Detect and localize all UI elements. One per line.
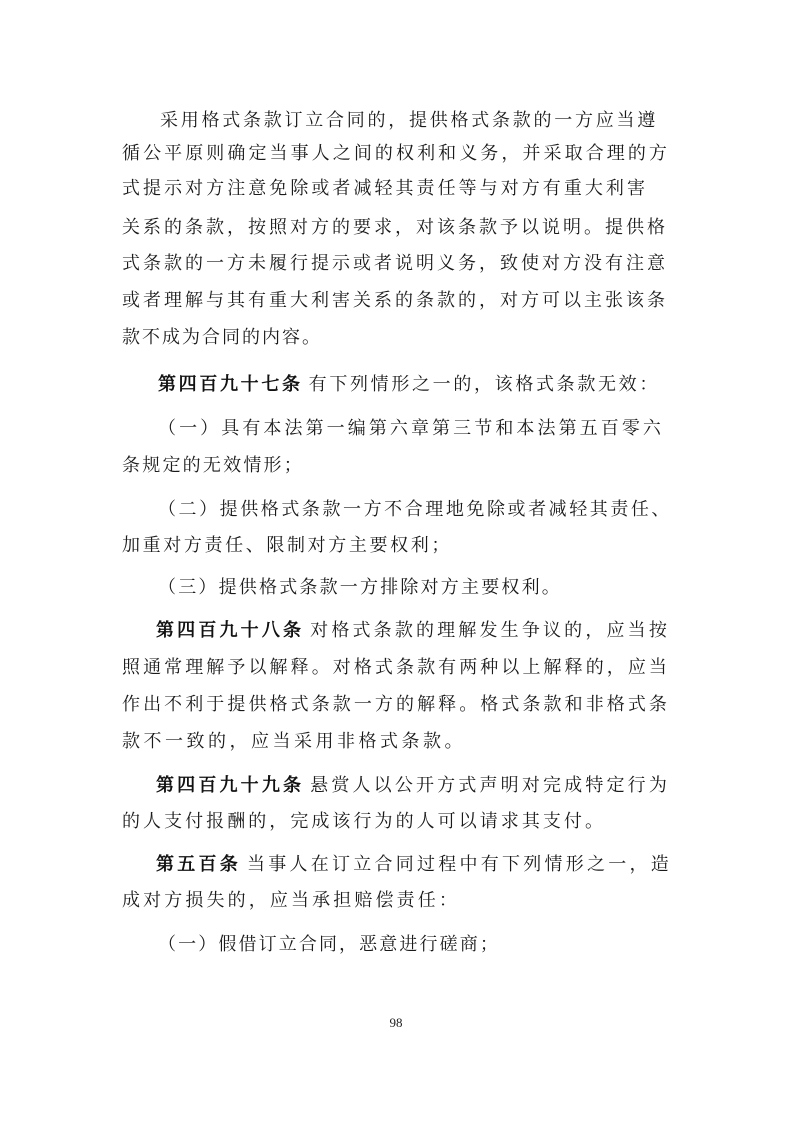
p1-line-5 bbox=[122, 249, 668, 279]
article-497-line-1 bbox=[158, 370, 660, 400]
p5-line-1 bbox=[158, 573, 562, 603]
p4-line-2 bbox=[122, 531, 452, 561]
article-497-heading: 第四百九十七条 bbox=[158, 374, 303, 395]
article-499-heading: 第四百九十九条 bbox=[156, 775, 305, 796]
p7-line-2 bbox=[122, 807, 606, 837]
p4-line-1 bbox=[158, 495, 672, 525]
line-text: 式提示对方注意免除或者减轻其责任等与对方有重大利害 bbox=[122, 178, 648, 199]
line-text: （三）提供格式条款一方排除对方主要权利。 bbox=[158, 577, 562, 598]
line-text: 的人支付报酬的，完成该行为的人可以请求其支付。 bbox=[122, 811, 606, 832]
line-text: 循公平原则确定当事人之间的权利和义务，并采取合理的方 bbox=[122, 143, 670, 164]
line-text: 款不成为合同的内容。 bbox=[122, 327, 322, 348]
p1-line-6 bbox=[122, 286, 668, 316]
article-500-heading: 第五百条 bbox=[156, 854, 241, 875]
line-text: 当事人在订立合同过程中有下列情形之一，造 bbox=[247, 854, 672, 875]
p8-line-2 bbox=[122, 886, 460, 916]
p6-line-3 bbox=[122, 690, 670, 720]
line-text: 作出不利于提供格式条款一方的解释。格式条款和非格式条 bbox=[122, 694, 670, 715]
line-text: 加重对方责任、限制对方主要权利； bbox=[122, 535, 452, 556]
p6-line-2 bbox=[122, 653, 670, 683]
line-text: 有下列情形之一的，该格式条款无效： bbox=[308, 374, 661, 395]
line-text: （一）具有本法第一编第六章第三节和本法第五百零六 bbox=[158, 418, 664, 439]
article-499-line-1 bbox=[156, 771, 670, 801]
line-text: 式条款的一方未履行提示或者说明义务，致使对方没有注意 bbox=[122, 253, 668, 274]
p6-line-4 bbox=[122, 727, 466, 757]
line-text: 条规定的无效情形； bbox=[122, 455, 304, 476]
line-text: （一）假借订立合同，恶意进行磋商； bbox=[158, 934, 500, 955]
article-498-heading: 第四百九十八条 bbox=[156, 620, 305, 641]
line-text: 采用格式条款订立合同的，提供格式条款的一方应当遵 bbox=[160, 110, 658, 131]
line-text: （二）提供格式条款一方不合理地免除或者减轻其责任、 bbox=[158, 499, 672, 520]
article-500-line-1 bbox=[156, 850, 672, 880]
line-text: 对格式条款的理解发生争议的，应当按 bbox=[310, 620, 671, 641]
article-498-line-1 bbox=[156, 616, 670, 646]
line-text: 关系的条款，按照对方的要求，对该条款予以说明。提供格 bbox=[122, 217, 668, 238]
p1-line-2 bbox=[122, 139, 670, 169]
p1-line-3 bbox=[122, 174, 648, 204]
page-number: 98 bbox=[389, 1015, 403, 1030]
p1-line-1 bbox=[160, 106, 658, 136]
line-text: 成对方损失的，应当承担赔偿责任： bbox=[122, 890, 460, 911]
p1-line-7 bbox=[122, 323, 322, 353]
line-text: 悬赏人以公开方式声明对完成特定行为 bbox=[310, 775, 671, 796]
p3-line-1 bbox=[158, 414, 664, 444]
p1-line-4 bbox=[122, 213, 668, 243]
line-text: 或者理解与其有重大利害关系的条款的，对方可以主张该条 bbox=[122, 290, 668, 311]
p3-line-2 bbox=[122, 451, 304, 481]
p9-line-1 bbox=[158, 930, 500, 960]
line-text: 款不一致的，应当采用非格式条款。 bbox=[122, 731, 466, 752]
line-text: 照通常理解予以解释。对格式条款有两种以上解释的，应当 bbox=[122, 657, 670, 678]
